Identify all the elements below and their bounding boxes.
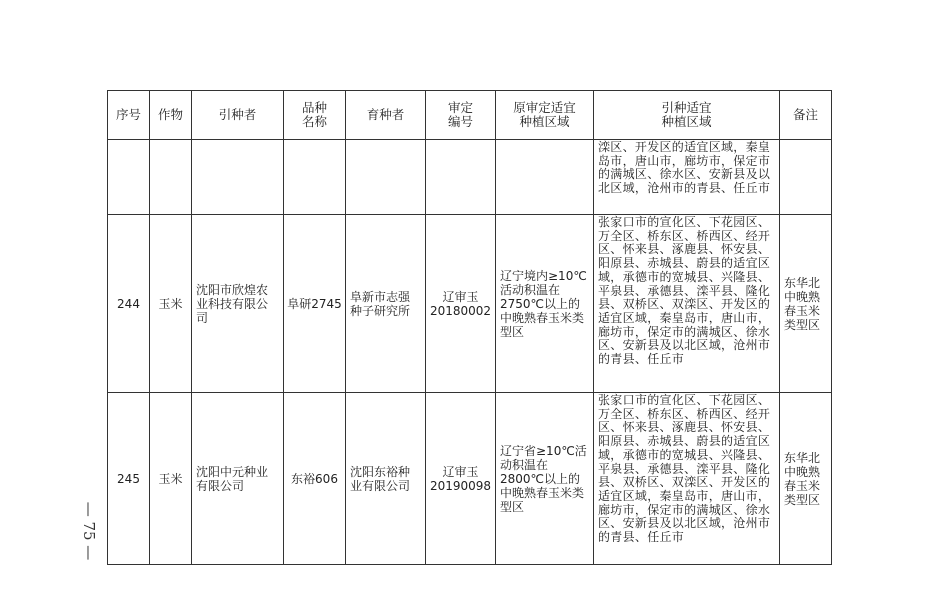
crop-cell: 玉米 bbox=[150, 393, 192, 565]
header-approval-line2: 编号 bbox=[447, 114, 473, 129]
breeder-cell: 阜新市志强种子研究所 bbox=[346, 215, 426, 393]
header-approval bbox=[426, 91, 496, 140]
intro-area-cell: 张家口市的宣化区、下花园区、万全区、桥东区、桥西区、经开区、怀来县、涿鹿县、怀安县、阳原县、赤城县、蔚县的适宜区域，承德市的宽城县、兴隆县、平泉县、承德县、滦平县、隆化县、双桥区、双滦区、开发区的适宜区域，秦皇岛市，唐山市，廊坊市，保定市的满城区、徐水区、安新县及以北区域，沧州市的青县、任丘市 bbox=[594, 215, 780, 393]
empty-cell bbox=[780, 140, 832, 215]
remark-cell: 东华北中晚熟春玉米类型区 bbox=[780, 215, 832, 393]
variety-cell: 东裕606 bbox=[284, 393, 346, 565]
intro-area-cell: 滦区、开发区的适宜区域，秦皇岛市，唐山市，廊坊市，保定市的满城区、徐水区、安新县及以北区域，沧州市的青县、任丘市 bbox=[594, 140, 780, 215]
empty-cell bbox=[284, 140, 346, 215]
header-orig-line2: 种植区域 bbox=[519, 114, 570, 129]
header-orig-area bbox=[496, 91, 594, 140]
crop-cell: 玉米 bbox=[150, 215, 192, 393]
introducer-cell: 沈阳市欣煌农业科技有限公司 bbox=[192, 215, 284, 393]
approval-line1: 辽审玉 bbox=[442, 289, 479, 304]
seq-cell: 245 bbox=[108, 393, 150, 565]
empty-cell bbox=[108, 140, 150, 215]
approval-line2: 20190098 bbox=[429, 478, 492, 493]
table-row bbox=[108, 393, 832, 565]
header-crop: 作物 bbox=[150, 91, 192, 140]
approval-cell bbox=[426, 393, 496, 565]
header-variety bbox=[284, 91, 346, 140]
orig-area-cell: 辽宁境内≥10℃活动积温在2750℃以上的中晚熟春玉米类型区 bbox=[496, 215, 594, 393]
variety-cell: 阜研2745 bbox=[284, 215, 346, 393]
header-intro-line1: 引种适宜 bbox=[661, 100, 712, 115]
empty-cell bbox=[192, 140, 284, 215]
empty-cell bbox=[346, 140, 426, 215]
header-approval-line1: 审定 bbox=[447, 100, 473, 115]
page-number: — 75 — bbox=[80, 501, 98, 561]
orig-area-cell: 辽宁省≥10℃活动积温在2800℃以上的中晚熟春玉米类型区 bbox=[496, 393, 594, 565]
empty-cell bbox=[150, 140, 192, 215]
table-header-row bbox=[108, 91, 832, 140]
empty-cell bbox=[426, 140, 496, 215]
empty-cell bbox=[496, 140, 594, 215]
table-row bbox=[108, 215, 832, 393]
header-remark: 备注 bbox=[780, 91, 832, 140]
header-variety-line2: 名称 bbox=[301, 114, 327, 129]
variety-table bbox=[107, 90, 832, 565]
header-seq: 序号 bbox=[108, 91, 150, 140]
header-intro-area bbox=[594, 91, 780, 140]
continuation-row bbox=[108, 140, 832, 215]
approval-line1: 辽审玉 bbox=[442, 464, 479, 479]
header-orig-line1: 原审定适宜 bbox=[513, 100, 576, 115]
header-breeder: 育种者 bbox=[346, 91, 426, 140]
breeder-cell: 沈阳东裕种业有限公司 bbox=[346, 393, 426, 565]
remark-cell: 东华北中晚熟春玉米类型区 bbox=[780, 393, 832, 565]
header-introducer: 引种者 bbox=[192, 91, 284, 140]
approval-cell bbox=[426, 215, 496, 393]
approval-line2: 20180002 bbox=[429, 303, 492, 318]
header-intro-line2: 种植区域 bbox=[661, 114, 712, 129]
intro-area-cell: 张家口市的宣化区、下花园区、万全区、桥东区、桥西区、经开区、怀来县、涿鹿县、怀安县、阳原县、赤城县、蔚县的适宜区域，承德市的宽城县、兴隆县、平泉县、承德县、滦平县、隆化县、双桥区、双滦区、开发区的适宜区域，秦皇岛市，唐山市，廊坊市，保定市的满城区、徐水区、安新县及以北区域，沧州市的青县、任丘市 bbox=[594, 393, 780, 565]
header-variety-line1: 品种 bbox=[301, 100, 327, 115]
seq-cell: 244 bbox=[108, 215, 150, 393]
introducer-cell: 沈阳中元种业有限公司 bbox=[192, 393, 284, 565]
